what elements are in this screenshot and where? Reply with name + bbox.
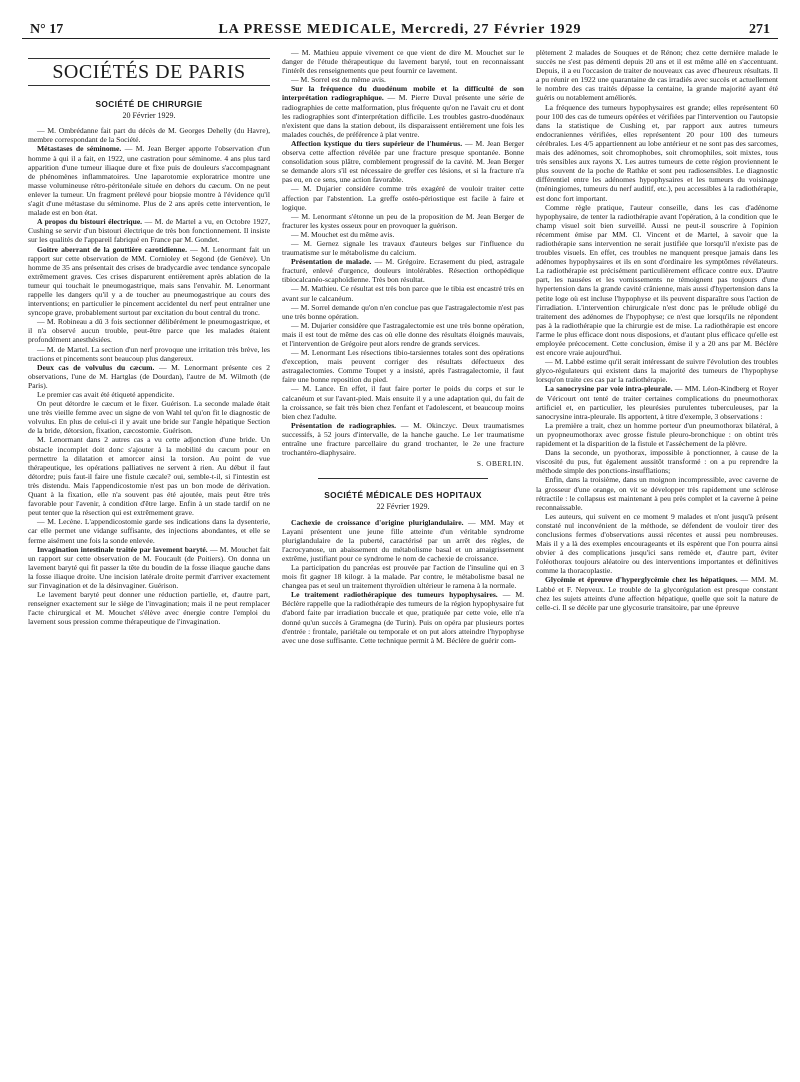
paragraph: — M. Lance. En effet, il faut faire porter le poids du corps et sur le calcanéum et sur l'avant-pied. Mais ensuite il y a une adaptation qui, du fait de la croissance, se fait très bien chez l'enfant et l'adolescent, et beaucoup moins bien chez l'adulte. bbox=[282, 384, 524, 421]
paragraph: Glycémie et épreuve d'hyperglycémie chez les hépatiques. — MM. M. Labbé et F. Nepveux. Le trouble de la glycorégulation est presque constant chez les sujets atteints d'une affection hépatique, quelle que soit la nature de celle-ci. Il se décèle par une glycosurie transitoire, par une épreuve bbox=[536, 575, 778, 612]
paragraph: Cachexie de croissance d'origine pluriglandulaire. — MM. May et Layani présentent une jeune fille atteinte d'un véritable syndrome pluriglandulaire de la puberté, caractérisé par un arrêt des règles, de l'acrocyanose, un abaissement du métabolisme basal et un amaigrissement extrême, justifiant pour ce syndrome le nom de cachexie de croissance. bbox=[282, 517, 524, 563]
paragraph: — M. Mathieu. Ce résultat est très bon parce que le tibia est encastré très en avant sur le calcanéum. bbox=[282, 284, 524, 303]
paragraph: Le lavement baryté peut donner une réduction partielle, et, d'autre part, renseigner exactement sur le siège de l'invagination; mais il ne peut remplacer l'acte chirurgical et M. Mouchet s'élève avec énergie contre l'emploi du lavement sous pression comme thérapeutique de l'invagination. bbox=[28, 590, 270, 627]
paragraph: plètement 2 malades de Souques et de Rénon; chez cette dernière malade le succès ne s'est pas démenti depuis 20 ans et il est même allé en s'accentuant. Depuis, il a eu l'occasion de traiter de nouveaux cas avec d'heureux résultats. Il a pu réunir en 1922 une quarantaine de cas irradiés avec succès et actuellement le nombre des cas traités dépasse la centaine, la grande majorité ayant été guéris ou notablement améliorés. bbox=[536, 48, 778, 103]
paragraph: — M. Mathieu appuie vivement ce que vient de dire M. Mouchet sur le danger de l'étude thérapeutique du lavement baryté, tout en reconnaissant l'intérêt des renseignements que peut fournir ce lavement. bbox=[282, 48, 524, 76]
column-2 bbox=[282, 48, 524, 1073]
paragraph: — M. Sorrel demande qu'on n'en conclue pas que l'astragalectomie n'est pas une très bonne opération. bbox=[282, 302, 524, 321]
item-title: Affection kystique du tiers supérieur de l'humérus. bbox=[291, 138, 463, 148]
paragraph: — M. Mouchet est du même avis. bbox=[291, 229, 395, 239]
paragraph: Le premier cas avait été étiqueté appendicite. bbox=[37, 390, 175, 399]
paragraph: — M. Robineau a dû 3 fois sectionner délibérément le pneumogastrique, et il n'a observé aucun trouble, peut-être parce que les malades étaient profondément anesthésiées. bbox=[28, 317, 270, 345]
author-signature: S. OBERLIN. bbox=[476, 459, 524, 469]
paragraph: La sanocrysine par voie intra-pleurale. — MM. Léon-Kindberg et Royer de Véricourt ont tenté de traiter certaines complications du pneumothorax artificiel et, en particulier, les pleurésies purulentes tuberculeuses, par la sanocrysine intra-pleurale. Ils apportent, à titre d'exemple, 3 observations : bbox=[536, 384, 778, 421]
paragraph: — M. Gernez signale les travaux d'auteurs belges sur l'influence du traumatisme sur le métabolisme du calcium. bbox=[282, 238, 524, 258]
item-title: Cachexie de croissance d'origine pluriglandulaire. bbox=[291, 517, 464, 527]
paragraph: Les auteurs, qui suivent en ce moment 9 malades et n'ont jusqu'à présent constaté nul inconvénient de la méthode, se défendent de vouloir tirer des conclusions fermes d'observations aussi récentes et aussi peu nombreuses. Mais il y a là des exemples encourageants et ils espèrent que l'on pourra ainsi obvier à des complications jusqu'ici sans remède et, d'autre part, éviter l'oléothorax toujours aléatoire ou des interventions importantes et définitives comme la thoracoplastie. bbox=[536, 511, 778, 576]
item-title: Goitre aberrant de la gouttière carotidienne. bbox=[37, 244, 188, 254]
section-title: SOCIÉTÉ MÉDICALE DES HOPITAUX bbox=[324, 490, 482, 501]
page-number: 271 bbox=[749, 22, 770, 37]
page-header bbox=[22, 18, 778, 39]
paragraph: M. Lenormant dans 2 autres cas a vu cette adjonction d'une bride. Un obstacle incomplet doit donc s'ajouter à la mobilité du cæcum pour en permettre la dilatation et amorcer ainsi la torsion. Au point de vue thérapeutique, les opérations palliatives ne servent à rien. Au début il faut détordre; puis faut-il faire une fistule cæcale? oui, semble-t-il, si l'intestin est très distendu. Mais l'appendicostomie n'est pas un bon mode de dérivation. Quant à la fixation, elle n'a souvent pas été ajoutée, mais peut être très favorable pour l'avenir, à condition d'être large. Enfin à un stade tardif on ne peut tenter que la résection qui est extrêmement grave. bbox=[28, 435, 270, 518]
paragraph: Comme règle pratique, l'auteur conseille, dans les cas d'adénome hypophysaire, de tenter la radiothérapie avant l'opération, à la condition que le champ visuel soit bien surveillé. Aussi ne peut-il souscrire à l'opinion récemment émise par MM. Cl. Vincent et de Martel, à savoir que la radiothérapie sans intervention ne serait justifiée que lorsqu'il n'existe pas de troubles visuels. En effet, ces troubles ne manquent presque jamais dans les adénomes hypophysaires et ils en sont d'ordinaire les symptômes révélateurs. La radiothérapie est précisément particulièrement efficace contre eux. D'autre part, les nausées et les vomissements ne témoignent pas toujours d'une hypertension dans la grande cavité crânienne, mais aussi d'hypertension dans la petite loge où est incluse l'hypophyse et ils peuvent disparaître sous l'action de l'irradiation. L'intervention chirurgicale n'est donc pas le prélude obligé du traitement des adénomes de l'hypophyse; ce n'est que lorsqu'ils ne répondent pas à la radiothérapie que la chirurgie est de mise. La radiothérapie est encore l'arme le plus efficace dont nous disposions, et d'autant plus efficace qu'elle est employée précocement. Cette conclusion, émise il y a 20 ans par M. Béclère est encore vraie aujourd'hui. bbox=[536, 202, 778, 358]
paragraph: Sur la fréquence du duodénum mobile et la difficulté de son interprétation radiographique. — M. Pierre Duval présente une série de radiographies de cette malformation, plus fréquente qu'on ne l'avait cru et dont les radiographies sont d'interprétation difficile. Les troubles gastro-duodénaux n'existent que dans la station debout, ils disparaissent entièrement une fois les malades couchés, de préférence à plat ventre. bbox=[282, 84, 524, 139]
paragraph: Présentation de malade. — M. Grégoire. Ecrasement du pied, astragale fracturé, enlevé d'urgence, douleurs intolérables. Résection orthopédique tibiocalcanéo-scaphoïdienne. Très bon résultat. bbox=[282, 257, 524, 285]
divider bbox=[318, 478, 487, 479]
paragraph: Affection kystique du tiers supérieur de l'humérus. — M. Jean Berger observa cette affection révélée par une fracture presque spontanée. Bonne consolidation sous plâtre, comblement progressif de la cavité. M. Jean Berger se demande alors s'il est nécessaire de greffer ces lésions, et si la fracture n'a pas eu, en ce sens, une action favorable. bbox=[282, 138, 524, 185]
item-title: Présentation de malade. bbox=[291, 257, 372, 267]
journal-title: LA PRESSE MEDICALE, Mercredi, 27 Février 1929 bbox=[218, 22, 582, 37]
item-title: Glycémie et épreuve d'hyperglycémie chez les hépatiques. bbox=[545, 575, 738, 585]
item-title: Deux cas de volvulus du cæcum. bbox=[37, 362, 155, 372]
paragraph: On peut détordre le cæcum et le fixer. Guérison. La seconde malade était une très vieille femme avec un signe de von Wahl tel qu'on fit le diagnostic de volvulus. En plus de celui-ci il y avait une bride sur l'angle hépatique Section de la bride, détorsion, fixation, cæcostomie. Guérison. bbox=[28, 399, 270, 436]
paragraph: — M. Labbé estime qu'il serait intéressant de suivre l'évolution des troubles glyco-régulateurs qui existent dans la majorité des tumeurs de l'hypophyse lorsqu'on traite ces cas par la radiothérapie. bbox=[536, 357, 778, 385]
paragraph: — M. Lecène. L'appendicostomie garde ses indications dans la dysenterie, car elle permet une vidange suffisante, des injections abondantes, et elle se ferme aisément une fois la sonde enlevée. bbox=[28, 517, 270, 545]
paragraph: A propos du bistouri électrique. — M. de Martel a vu, en Octobre 1927, Cushing se servir d'un bistouri électrique de très bon fonctionnement. Il insiste sur les qualités de l'appareil fabriqué en France par M. Gondet. bbox=[28, 217, 270, 245]
item-title: Métastases de séminome. bbox=[37, 144, 122, 154]
issue-number: N° 17 bbox=[30, 22, 64, 37]
item-title: La sanocrysine par voie intra-pleurale. bbox=[545, 384, 673, 394]
item-title: Présentation de radiographies. bbox=[291, 420, 397, 430]
item-title: Sur la fréquence du duodénum mobile et la difficulté de son interprétation radiographique. bbox=[282, 84, 524, 103]
paragraph: — M. de Martel. La section d'un nerf provoque une irritation très brève, les tractions et pincements sont beaucoup plus dangereux. bbox=[28, 344, 270, 363]
paragraph: — M. Dujarier considère que l'astragalectomie est une très bonne opération, mais il est tout de même des cas où elle donne des résultats éloignés mauvais, et l'intervention de Grégoire peut alors rendre de grands services. bbox=[282, 320, 524, 348]
paragraph: — M. Sorrel est du même avis. bbox=[291, 75, 386, 85]
paragraph: La participation du pancréas est prouvée par l'action de l'insuline qui en 3 mois fit gagner 18 kilogr. à la malade. Par contre, le métabolisme basal ne changea pas et seul un traitement thyroïdien ultérieur le ramena à la normale. bbox=[282, 562, 524, 591]
paragraph: — M. Lenormant s'étonne un peu de la proposition de M. Jean Berger de fracturer les kystes osseux pour en provoquer la guérison. bbox=[282, 211, 524, 230]
paragraph: Métastases de séminome. — M. Jean Berger apporte l'observation d'un homme à qui il a fait, en 1922, une castration pour séminome. 4 ans plus tard apparition d'une tumeur iliaque dure et fixe puis de douleurs s'accompagnant de phénomènes inflammatoires. Une laparotomie exploratrice montre une masse volumineuse rétro-péritonéale située en dehors du cæcum. On ne peut enlever la tumeur. Un fragment prélevé pour biopsie montre à l'évidence qu'il s'agit d'une métastase du séminome. Plus de 2 ans après cette intervention, le malade est en bon état. bbox=[28, 144, 270, 218]
paragraph: La première a trait, chez un homme porteur d'un pneumothorax bilatéral, à un pyopneumothorax avec grosse fistule pleuro-bronchique : on obtint très rapidement et la disparition de la fistule et l'assèchement de la plèvre. bbox=[536, 420, 778, 449]
section-date: 22 Février 1929. bbox=[376, 502, 430, 512]
section-banner: SOCIÉTÉS DE PARIS bbox=[28, 58, 270, 86]
item-title: A propos du bistouri électrique. bbox=[37, 217, 143, 227]
item-title: Invagination intestinale traitée par lavement baryté. bbox=[37, 544, 208, 554]
paragraph: Goitre aberrant de la gouttière carotidienne. — M. Lenormant fait un rapport sur cette observation de MM. Cornioley et Segond (de Genève). Un homme de 35 ans présentait des crises de bradycardie avec tendance syncopale extrêmement graves. Ces crises disparurent entièrement après ablation de la tumeur qui touchait le pneumogastrique, mais sans l'envahir. M. Lenormant rappelle les dangers qu'il y a de toucher au pneumogastrique au cours des interventions; en particulier le pincement accidentel du nerf peut entraîner une syncope grave, probablement surtout par excitation du bout central du tronc. bbox=[28, 244, 270, 318]
paragraph: La fréquence des tumeurs hypophysaires est grande; elles représentent 60 pour 100 des cas de tumeurs opérées et vérifiées par l'intervention ou l'autopsie dans la statistique de Cushing et, par rapport aux autres tumeurs endocraniennes vérifiées, elles représentent 20 pour 100 des tumeurs cérébrales. Les 4/5 appartiennent au lobe antérieur et ne sont pas des sarcomes, mais des adénomes, soit chromophobes, soit chromophiles, soit mixtes, tous très sensibles aux rayons X. Les autres tumeurs de cette région proviennent le plus souvent de la poche de Rathke et sont peu radiosensibles. Le diagnostic différentiel entre les adénomes hypophysaires et les tumeurs du voisinage (méningiomes, tumeurs du nerf auditif, etc.), peu accessibles à la radiothérapie, est donc fort important. bbox=[536, 102, 778, 203]
paragraph: Dans la seconde, un pyothorax, impossible à ponctionner, à cause de la viscosité du pus, fut également aussitôt transformé : on a pu reprendre la méthode simple des ponctions-insufflations; bbox=[536, 448, 778, 476]
column-1 bbox=[28, 48, 270, 1073]
item-title: Le traitement radiothérapique des tumeurs hypophysaires. bbox=[291, 590, 498, 600]
section-title: SOCIÉTÉ DE CHIRURGIE bbox=[95, 99, 203, 110]
paragraph: Deux cas de volvulus du cæcum. — M. Lenormant présente ces 2 observations, l'une de M. Hartglas (de Dourdan), l'autre de M. Wilmoth (de Paris). bbox=[28, 362, 270, 390]
paragraph: Présentation de radiographies. — M. Okinczyc. Deux traumatismes successifs, à 52 jours d'intervalle, de la hanche gauche. Le 1er traumatisme entraîne une fracture parcellaire du grand trochanter, le 2e une fracture trochantéro-diaphysaire. bbox=[282, 420, 524, 458]
paragraph: Enfin, dans la troisième, dans un moignon incompressible, avec caverne de la grosseur d'une orange, on vit se développer très rapidement une sclérose rétractile : le collapsus est maintenant à peu près complet et la caverne à peine reconnaissable. bbox=[536, 475, 778, 512]
paragraph: Le traitement radiothérapique des tumeurs hypophysaires. — M. Béclère rappelle que la radiothérapie des tumeurs de la région hypophysaire fut d'abord faite par irradiation buccale et que, pratiquée par cette voie, elle n'a donné qu'un succès à Gramegna (de Turin). Puis on opéra par plusieurs portes d'entrée : frontale, pariétale ou temporale et on put alors atteindre l'hypophyse avec une dose suffisante. Cette technique permit à M. Béclère de guérir com- bbox=[282, 590, 524, 645]
section-date: 20 Février 1929. bbox=[122, 111, 176, 121]
column-3 bbox=[536, 48, 778, 1073]
paragraph: — M. Lenormant Les résections tibio-tarsiennes totales sont des opérations d'exception, mais peuvent corriger des résultats défectueux des astragalectomies. Comme Toupet y a insisté, après l'astragalectomie, il faut faire une bonne reposition du pied. bbox=[282, 348, 524, 385]
paragraph: — M. Ombrédanne fait part du décès de M. Georges Dehelly (du Havre), membre correspondant de la Société. bbox=[28, 126, 270, 145]
paragraph: — M. Dujarier considère comme très exagéré de vouloir traiter cette affection par l'abstention. La greffe ostéo-périostique est facile à faire et logique. bbox=[282, 184, 524, 212]
paragraph: Invagination intestinale traitée par lavement baryté. — M. Mouchet fait un rapport sur cette observation de M. Foucault (de Poitiers). On donna un lavement baryté qui fit passer la tête du boudin de la fosse iliaque gauche dans la fosse iliaque droite. Une incision latérale droite permit d'arriver exactement sur l'invagination et de la désinvaginer. Guérison. bbox=[28, 544, 270, 590]
